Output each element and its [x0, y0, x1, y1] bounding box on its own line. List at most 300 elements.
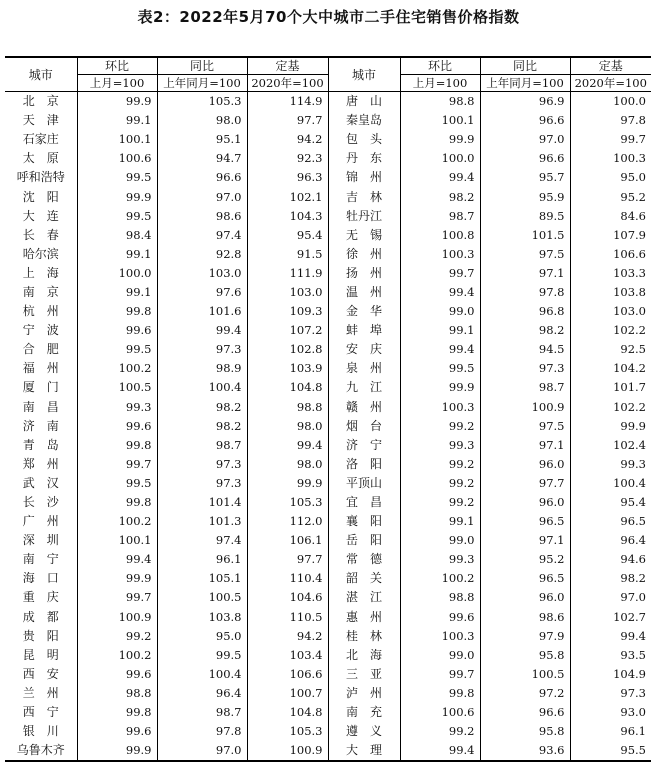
- city-cell: 重 庆: [5, 588, 77, 607]
- yoy-cell: 94.5: [480, 340, 570, 359]
- yoy-cell: 97.5: [480, 245, 570, 264]
- mom-cell: 100.2: [77, 646, 157, 665]
- yoy-cell: 97.7: [480, 474, 570, 493]
- yoy-cell: 98.7: [157, 436, 247, 455]
- table-row: [5, 512, 651, 531]
- mom-cell: 99.4: [400, 340, 480, 359]
- mom-cell: 99.2: [400, 417, 480, 436]
- column-header-mom: 环比: [400, 57, 480, 75]
- city-cell: 呼和浩特: [5, 168, 77, 187]
- yoy-cell: 96.6: [480, 703, 570, 722]
- yoy-cell: 100.9: [480, 398, 570, 417]
- yoy-cell: 96.0: [480, 588, 570, 607]
- base-cell: 98.2: [570, 569, 651, 588]
- mom-cell: 99.1: [400, 321, 480, 340]
- city-cell: 遵 义: [328, 722, 400, 741]
- city-cell: 襄 阳: [328, 512, 400, 531]
- table-row: [5, 550, 651, 569]
- yoy-cell: 100.5: [157, 588, 247, 607]
- base-cell: 98.8: [247, 398, 328, 417]
- mom-cell: 99.8: [77, 493, 157, 512]
- mom-cell: 99.9: [77, 92, 157, 112]
- city-cell: 温 州: [328, 283, 400, 302]
- yoy-cell: 98.7: [157, 703, 247, 722]
- city-cell: 济 南: [5, 417, 77, 436]
- base-cell: 97.0: [570, 588, 651, 607]
- base-cell: 96.1: [570, 722, 651, 741]
- city-cell: 银 川: [5, 722, 77, 741]
- city-cell: 南 昌: [5, 398, 77, 417]
- table-row: [5, 436, 651, 455]
- yoy-cell: 98.2: [480, 321, 570, 340]
- city-cell: 沈 阳: [5, 187, 77, 206]
- mom-cell: 100.3: [400, 398, 480, 417]
- city-cell: 烟 台: [328, 417, 400, 436]
- base-cell: 104.3: [247, 207, 328, 226]
- mom-cell: 99.8: [77, 703, 157, 722]
- mom-cell: 100.0: [77, 264, 157, 283]
- price-index-table: [5, 56, 651, 762]
- table-body: [5, 92, 651, 762]
- table-row: [5, 474, 651, 493]
- base-cell: 92.3: [247, 149, 328, 168]
- table-row: [5, 168, 651, 187]
- yoy-cell: 95.7: [480, 168, 570, 187]
- yoy-cell: 96.0: [480, 493, 570, 512]
- base-cell: 103.9: [247, 359, 328, 378]
- base-cell: 104.8: [247, 703, 328, 722]
- city-cell: 宁 波: [5, 321, 77, 340]
- table-row: [5, 321, 651, 340]
- mom-cell: 99.6: [77, 665, 157, 684]
- yoy-cell: 97.1: [480, 264, 570, 283]
- base-cell: 95.0: [570, 168, 651, 187]
- city-cell: 厦 门: [5, 378, 77, 397]
- base-cell: 102.2: [570, 321, 651, 340]
- mom-cell: 99.9: [400, 378, 480, 397]
- column-subheader-yoy: 上年同月=100: [480, 75, 570, 92]
- mom-cell: 99.3: [400, 550, 480, 569]
- mom-cell: 98.7: [400, 207, 480, 226]
- base-cell: 97.8: [570, 111, 651, 130]
- base-cell: 97.7: [247, 111, 328, 130]
- mom-cell: 100.0: [400, 149, 480, 168]
- base-cell: 96.3: [247, 168, 328, 187]
- table-row: [5, 264, 651, 283]
- base-cell: 103.0: [247, 283, 328, 302]
- table-row: [5, 398, 651, 417]
- base-cell: 98.0: [247, 417, 328, 436]
- base-cell: 104.9: [570, 665, 651, 684]
- city-cell: 南 京: [5, 283, 77, 302]
- mom-cell: 100.1: [77, 531, 157, 550]
- city-cell: 扬 州: [328, 264, 400, 283]
- city-cell: 平顶山: [328, 474, 400, 493]
- column-header-yoy: 同比: [480, 57, 570, 75]
- base-cell: 105.3: [247, 493, 328, 512]
- base-cell: 104.6: [247, 588, 328, 607]
- mom-cell: 99.1: [400, 512, 480, 531]
- yoy-cell: 97.3: [157, 474, 247, 493]
- base-cell: 96.5: [570, 512, 651, 531]
- base-cell: 106.6: [570, 245, 651, 264]
- table-row: [5, 187, 651, 206]
- mom-cell: 99.1: [77, 283, 157, 302]
- yoy-cell: 97.2: [480, 684, 570, 703]
- yoy-cell: 96.6: [480, 111, 570, 130]
- table-row: [5, 588, 651, 607]
- city-cell: 金 华: [328, 302, 400, 321]
- table-row: [5, 455, 651, 474]
- city-cell: 广 州: [5, 512, 77, 531]
- column-header-base: 定基: [247, 57, 328, 75]
- base-cell: 104.2: [570, 359, 651, 378]
- city-cell: 长 沙: [5, 493, 77, 512]
- base-cell: 110.4: [247, 569, 328, 588]
- mom-cell: 99.2: [400, 474, 480, 493]
- city-cell: 锦 州: [328, 168, 400, 187]
- base-cell: 99.9: [570, 417, 651, 436]
- base-cell: 94.2: [247, 130, 328, 149]
- mom-cell: 99.2: [400, 455, 480, 474]
- column-header-yoy: 同比: [157, 57, 247, 75]
- city-cell: 北 京: [5, 92, 77, 112]
- city-cell: 湛 江: [328, 588, 400, 607]
- mom-cell: 98.8: [400, 92, 480, 112]
- yoy-cell: 97.8: [157, 722, 247, 741]
- base-cell: 95.5: [570, 741, 651, 761]
- yoy-cell: 97.0: [157, 187, 247, 206]
- city-cell: 吉 林: [328, 187, 400, 206]
- city-cell: 成 都: [5, 608, 77, 627]
- column-header-base: 定基: [570, 57, 651, 75]
- yoy-cell: 101.4: [157, 493, 247, 512]
- city-cell: 徐 州: [328, 245, 400, 264]
- mom-cell: 99.2: [400, 722, 480, 741]
- mom-cell: 99.4: [400, 283, 480, 302]
- base-cell: 98.0: [247, 455, 328, 474]
- mom-cell: 99.0: [400, 531, 480, 550]
- yoy-cell: 98.2: [157, 398, 247, 417]
- column-subheader-yoy: 上年同月=100: [157, 75, 247, 92]
- mom-cell: 100.2: [77, 512, 157, 531]
- table-row: [5, 340, 651, 359]
- base-cell: 84.6: [570, 207, 651, 226]
- table-row: [5, 226, 651, 245]
- mom-cell: 99.5: [77, 474, 157, 493]
- yoy-cell: 97.3: [157, 340, 247, 359]
- mom-cell: 99.4: [400, 168, 480, 187]
- mom-cell: 99.5: [77, 207, 157, 226]
- yoy-cell: 101.5: [480, 226, 570, 245]
- mom-cell: 100.3: [400, 245, 480, 264]
- yoy-cell: 96.5: [480, 569, 570, 588]
- yoy-cell: 98.2: [157, 417, 247, 436]
- mom-cell: 99.4: [400, 741, 480, 761]
- city-cell: 海 口: [5, 569, 77, 588]
- city-cell: 唐 山: [328, 92, 400, 112]
- yoy-cell: 97.3: [157, 455, 247, 474]
- city-cell: 福 州: [5, 359, 77, 378]
- base-cell: 106.6: [247, 665, 328, 684]
- city-cell: 兰 州: [5, 684, 77, 703]
- yoy-cell: 97.4: [157, 226, 247, 245]
- column-subheader-base: 2020年=100: [570, 75, 651, 92]
- yoy-cell: 97.6: [157, 283, 247, 302]
- table-row: [5, 741, 651, 761]
- yoy-cell: 92.8: [157, 245, 247, 264]
- yoy-cell: 97.5: [480, 417, 570, 436]
- yoy-cell: 96.1: [157, 550, 247, 569]
- city-cell: 牡丹江: [328, 207, 400, 226]
- city-cell: 蚌 埠: [328, 321, 400, 340]
- yoy-cell: 95.2: [480, 550, 570, 569]
- base-cell: 93.0: [570, 703, 651, 722]
- base-cell: 100.7: [247, 684, 328, 703]
- yoy-cell: 98.7: [480, 378, 570, 397]
- base-cell: 95.4: [247, 226, 328, 245]
- table-row: [5, 111, 651, 130]
- yoy-cell: 96.8: [480, 302, 570, 321]
- mom-cell: 98.8: [77, 684, 157, 703]
- yoy-cell: 98.6: [157, 207, 247, 226]
- yoy-cell: 99.4: [157, 321, 247, 340]
- base-cell: 109.3: [247, 302, 328, 321]
- table-title: 表2：2022年5月70个大中城市二手住宅销售价格指数: [137, 8, 520, 26]
- base-cell: 100.9: [247, 741, 328, 761]
- city-cell: 大 连: [5, 207, 77, 226]
- yoy-cell: 95.8: [480, 722, 570, 741]
- city-cell: 郑 州: [5, 455, 77, 474]
- city-cell: 赣 州: [328, 398, 400, 417]
- base-cell: 112.0: [247, 512, 328, 531]
- mom-cell: 98.4: [77, 226, 157, 245]
- city-cell: 西 安: [5, 665, 77, 684]
- table-row: [5, 207, 651, 226]
- yoy-cell: 97.1: [480, 531, 570, 550]
- column-subheader-base: 2020年=100: [247, 75, 328, 92]
- mom-cell: 99.6: [77, 417, 157, 436]
- yoy-cell: 101.3: [157, 512, 247, 531]
- base-cell: 102.4: [570, 436, 651, 455]
- mom-cell: 99.9: [77, 569, 157, 588]
- column-header-city: 城市: [328, 57, 400, 92]
- yoy-cell: 105.3: [157, 92, 247, 112]
- yoy-cell: 97.4: [157, 531, 247, 550]
- yoy-cell: 100.4: [157, 665, 247, 684]
- city-cell: 惠 州: [328, 608, 400, 627]
- city-cell: 南 充: [328, 703, 400, 722]
- mom-cell: 99.5: [77, 168, 157, 187]
- city-cell: 太 原: [5, 149, 77, 168]
- mom-cell: 99.2: [400, 493, 480, 512]
- base-cell: 104.8: [247, 378, 328, 397]
- mom-cell: 99.3: [400, 436, 480, 455]
- mom-cell: 100.9: [77, 608, 157, 627]
- yoy-cell: 97.9: [480, 627, 570, 646]
- city-cell: 九 江: [328, 378, 400, 397]
- table-row: [5, 569, 651, 588]
- base-cell: 103.8: [570, 283, 651, 302]
- yoy-cell: 100.5: [480, 665, 570, 684]
- base-cell: 105.3: [247, 722, 328, 741]
- yoy-cell: 98.0: [157, 111, 247, 130]
- city-cell: 大 理: [328, 741, 400, 761]
- city-cell: 上 海: [5, 264, 77, 283]
- yoy-cell: 103.8: [157, 608, 247, 627]
- mom-cell: 100.6: [400, 703, 480, 722]
- mom-cell: 100.1: [77, 130, 157, 149]
- city-cell: 丹 东: [328, 149, 400, 168]
- mom-cell: 100.2: [77, 359, 157, 378]
- city-cell: 洛 阳: [328, 455, 400, 474]
- city-cell: 秦皇岛: [328, 111, 400, 130]
- city-cell: 宜 昌: [328, 493, 400, 512]
- table-row: [5, 378, 651, 397]
- city-cell: 石家庄: [5, 130, 77, 149]
- mom-cell: 99.6: [77, 321, 157, 340]
- column-subheader-mom: 上月=100: [400, 75, 480, 92]
- table-row: [5, 92, 651, 112]
- table-row: [5, 149, 651, 168]
- city-cell: 包 头: [328, 130, 400, 149]
- table-row: [5, 302, 651, 321]
- mom-cell: 99.7: [77, 455, 157, 474]
- column-subheader-mom: 上月=100: [77, 75, 157, 92]
- yoy-cell: 95.8: [480, 646, 570, 665]
- city-cell: 泉 州: [328, 359, 400, 378]
- mom-cell: 99.4: [77, 550, 157, 569]
- base-cell: 114.9: [247, 92, 328, 112]
- base-cell: 99.4: [570, 627, 651, 646]
- yoy-cell: 89.5: [480, 207, 570, 226]
- mom-cell: 100.2: [400, 569, 480, 588]
- yoy-cell: 93.6: [480, 741, 570, 761]
- city-cell: 昆 明: [5, 646, 77, 665]
- table-row: [5, 359, 651, 378]
- yoy-cell: 96.6: [480, 149, 570, 168]
- city-cell: 桂 林: [328, 627, 400, 646]
- mom-cell: 99.8: [77, 436, 157, 455]
- base-cell: 94.2: [247, 627, 328, 646]
- base-cell: 96.4: [570, 531, 651, 550]
- column-header-city: 城市: [5, 57, 77, 92]
- mom-cell: 100.3: [400, 627, 480, 646]
- yoy-cell: 94.7: [157, 149, 247, 168]
- mom-cell: 99.6: [400, 608, 480, 627]
- mom-cell: 98.8: [400, 588, 480, 607]
- yoy-cell: 97.1: [480, 436, 570, 455]
- table-row: [5, 646, 651, 665]
- yoy-cell: 95.1: [157, 130, 247, 149]
- base-cell: 103.0: [570, 302, 651, 321]
- table-row: [5, 608, 651, 627]
- city-cell: 北 海: [328, 646, 400, 665]
- base-cell: 92.5: [570, 340, 651, 359]
- mom-cell: 100.6: [77, 149, 157, 168]
- yoy-cell: 98.6: [480, 608, 570, 627]
- city-cell: 乌鲁木齐: [5, 741, 77, 761]
- base-cell: 100.4: [570, 474, 651, 493]
- mom-cell: 99.9: [400, 130, 480, 149]
- mom-cell: 100.1: [400, 111, 480, 130]
- city-cell: 天 津: [5, 111, 77, 130]
- mom-cell: 99.8: [77, 302, 157, 321]
- base-cell: 93.5: [570, 646, 651, 665]
- yoy-cell: 96.6: [157, 168, 247, 187]
- base-cell: 103.3: [570, 264, 651, 283]
- table-row: [5, 417, 651, 436]
- base-cell: 102.8: [247, 340, 328, 359]
- mom-cell: 99.6: [77, 722, 157, 741]
- table-row: [5, 493, 651, 512]
- yoy-cell: 101.6: [157, 302, 247, 321]
- table-row: [5, 722, 651, 741]
- city-cell: 济 宁: [328, 436, 400, 455]
- city-cell: 武 汉: [5, 474, 77, 493]
- base-cell: 103.4: [247, 646, 328, 665]
- mom-cell: 99.7: [400, 264, 480, 283]
- yoy-cell: 97.3: [480, 359, 570, 378]
- mom-cell: 99.1: [77, 111, 157, 130]
- base-cell: 100.3: [570, 149, 651, 168]
- mom-cell: 99.9: [77, 741, 157, 761]
- yoy-cell: 99.5: [157, 646, 247, 665]
- table-row: [5, 245, 651, 264]
- mom-cell: 100.5: [77, 378, 157, 397]
- base-cell: 107.9: [570, 226, 651, 245]
- yoy-cell: 96.4: [157, 684, 247, 703]
- mom-cell: 99.3: [77, 398, 157, 417]
- mom-cell: 100.8: [400, 226, 480, 245]
- city-cell: 常 德: [328, 550, 400, 569]
- base-cell: 97.3: [570, 684, 651, 703]
- city-cell: 哈尔滨: [5, 245, 77, 264]
- mom-cell: 99.0: [400, 646, 480, 665]
- base-cell: 101.7: [570, 378, 651, 397]
- base-cell: 102.1: [247, 187, 328, 206]
- table-row: [5, 283, 651, 302]
- mom-cell: 99.2: [77, 627, 157, 646]
- table-row: [5, 130, 651, 149]
- city-cell: 杭 州: [5, 302, 77, 321]
- base-cell: 91.5: [247, 245, 328, 264]
- yoy-cell: 96.5: [480, 512, 570, 531]
- mom-cell: 99.5: [77, 340, 157, 359]
- mom-cell: 99.8: [400, 684, 480, 703]
- base-cell: 111.9: [247, 264, 328, 283]
- city-cell: 南 宁: [5, 550, 77, 569]
- base-cell: 102.7: [570, 608, 651, 627]
- mom-cell: 98.2: [400, 187, 480, 206]
- city-cell: 长 春: [5, 226, 77, 245]
- table-row: [5, 684, 651, 703]
- yoy-cell: 95.0: [157, 627, 247, 646]
- yoy-cell: 97.8: [480, 283, 570, 302]
- city-cell: 西 宁: [5, 703, 77, 722]
- city-cell: 深 圳: [5, 531, 77, 550]
- base-cell: 107.2: [247, 321, 328, 340]
- yoy-cell: 97.0: [480, 130, 570, 149]
- table-row: [5, 627, 651, 646]
- city-cell: 青 岛: [5, 436, 77, 455]
- yoy-cell: 97.0: [157, 741, 247, 761]
- yoy-cell: 96.9: [480, 92, 570, 112]
- table-row: [5, 703, 651, 722]
- base-cell: 97.7: [247, 550, 328, 569]
- base-cell: 106.1: [247, 531, 328, 550]
- yoy-cell: 98.9: [157, 359, 247, 378]
